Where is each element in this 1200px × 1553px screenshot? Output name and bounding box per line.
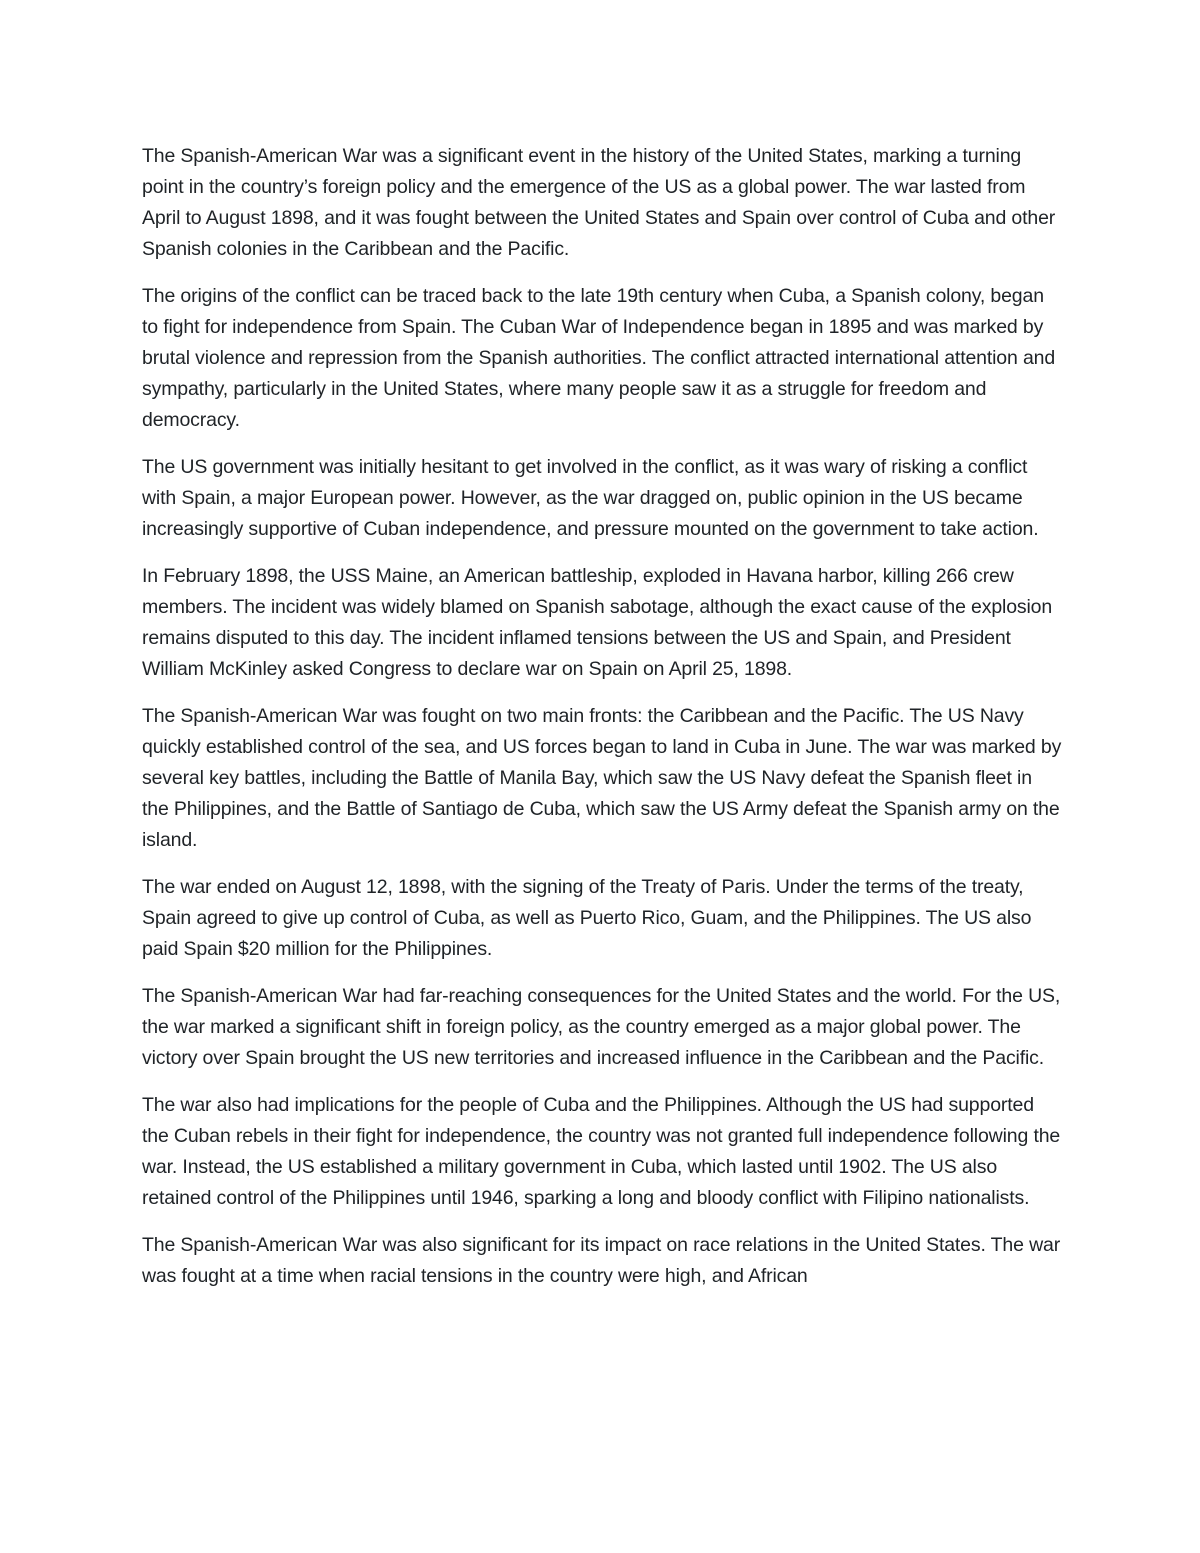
paragraph-5: The Spanish-American War was fought on two main fronts: the Caribbean and the Pacific. The US Navy quickly established control of the sea, and US forces began to land in Cuba in June. The war was marked by several key battles, including the Battle of Manila Bay, which saw the US Navy defeat the Spanish fleet in the Philippines, and the Battle of Santiago de Cuba, which saw the US Army defeat the Spanish army on the island. [142,705,1062,851]
paragraph-3: The US government was initially hesitant to get involved in the conflict, as it was wary of risking a conflict with Spain, a major European power. However, as the war dragged on, public opinion in the US became increasingly supportive of Cuban independence, and pressure mounted on the government to take action. [142,456,1039,540]
paragraph-4: In February 1898, the USS Maine, an American battleship, exploded in Havana harbor, killing 266 crew members. The incident was widely blamed on Spanish sabotage, although the exact cause of the explosion remains disputed to this day. The incident inflamed tensions between the US and Spain, and President William McKinley asked Congress to declare war on Spain on April 25, 1898. [142,565,1053,680]
paragraph-6: The war ended on August 12, 1898, with the signing of the Treaty of Paris. Under the terms of the treaty, Spain agreed to give up control of Cuba, as well as Puerto Rico, Guam, and the Philippines. The US also paid Spain $20 million for the Philippines. [142,876,1032,960]
paragraph-1: The Spanish-American War was a significant event in the history of the United States, marking a turning point in the country’s foreign policy and the emergence of the US as a global power. The war lasted from April to August 1898, and it was fought between the United States and Spain over control of Cuba and other Spanish colonies in the Caribbean and the Pacific. [142,145,1056,260]
paragraph-9: The Spanish-American War was also significant for its impact on race relations in the United States. The war was fought at a time when racial tensions in the country were high, and African [142,1234,1061,1287]
paragraph-7: The Spanish-American War had far-reaching consequences for the United States and the world. For the US, the war marked a significant shift in foreign policy, as the country emerged as a major global power. The victory over Spain brought the US new territories and increased influence in the Caribbean and the Pacific. [142,985,1061,1069]
document-body [142,141,1062,1308]
paragraph-2: The origins of the conflict can be traced back to the late 19th century when Cuba, a Spanish colony, began to fight for independence from Spain. The Cuban War of Independence began in 1895 and was marked by brutal violence and repression from the Spanish authorities. The conflict attracted international attention and sympathy, particularly in the United States, where many people saw it as a struggle for freedom and democracy. [142,285,1056,431]
paragraph-8: The war also had implications for the people of Cuba and the Philippines. Although the US had supported the Cuban rebels in their fight for independence, the country was not granted full independence following the war. Instead, the US established a military government in Cuba, which lasted until 1902. The US also retained control of the Philippines until 1946, sparking a long and bloody conflict with Filipino nationalists. [142,1094,1061,1209]
